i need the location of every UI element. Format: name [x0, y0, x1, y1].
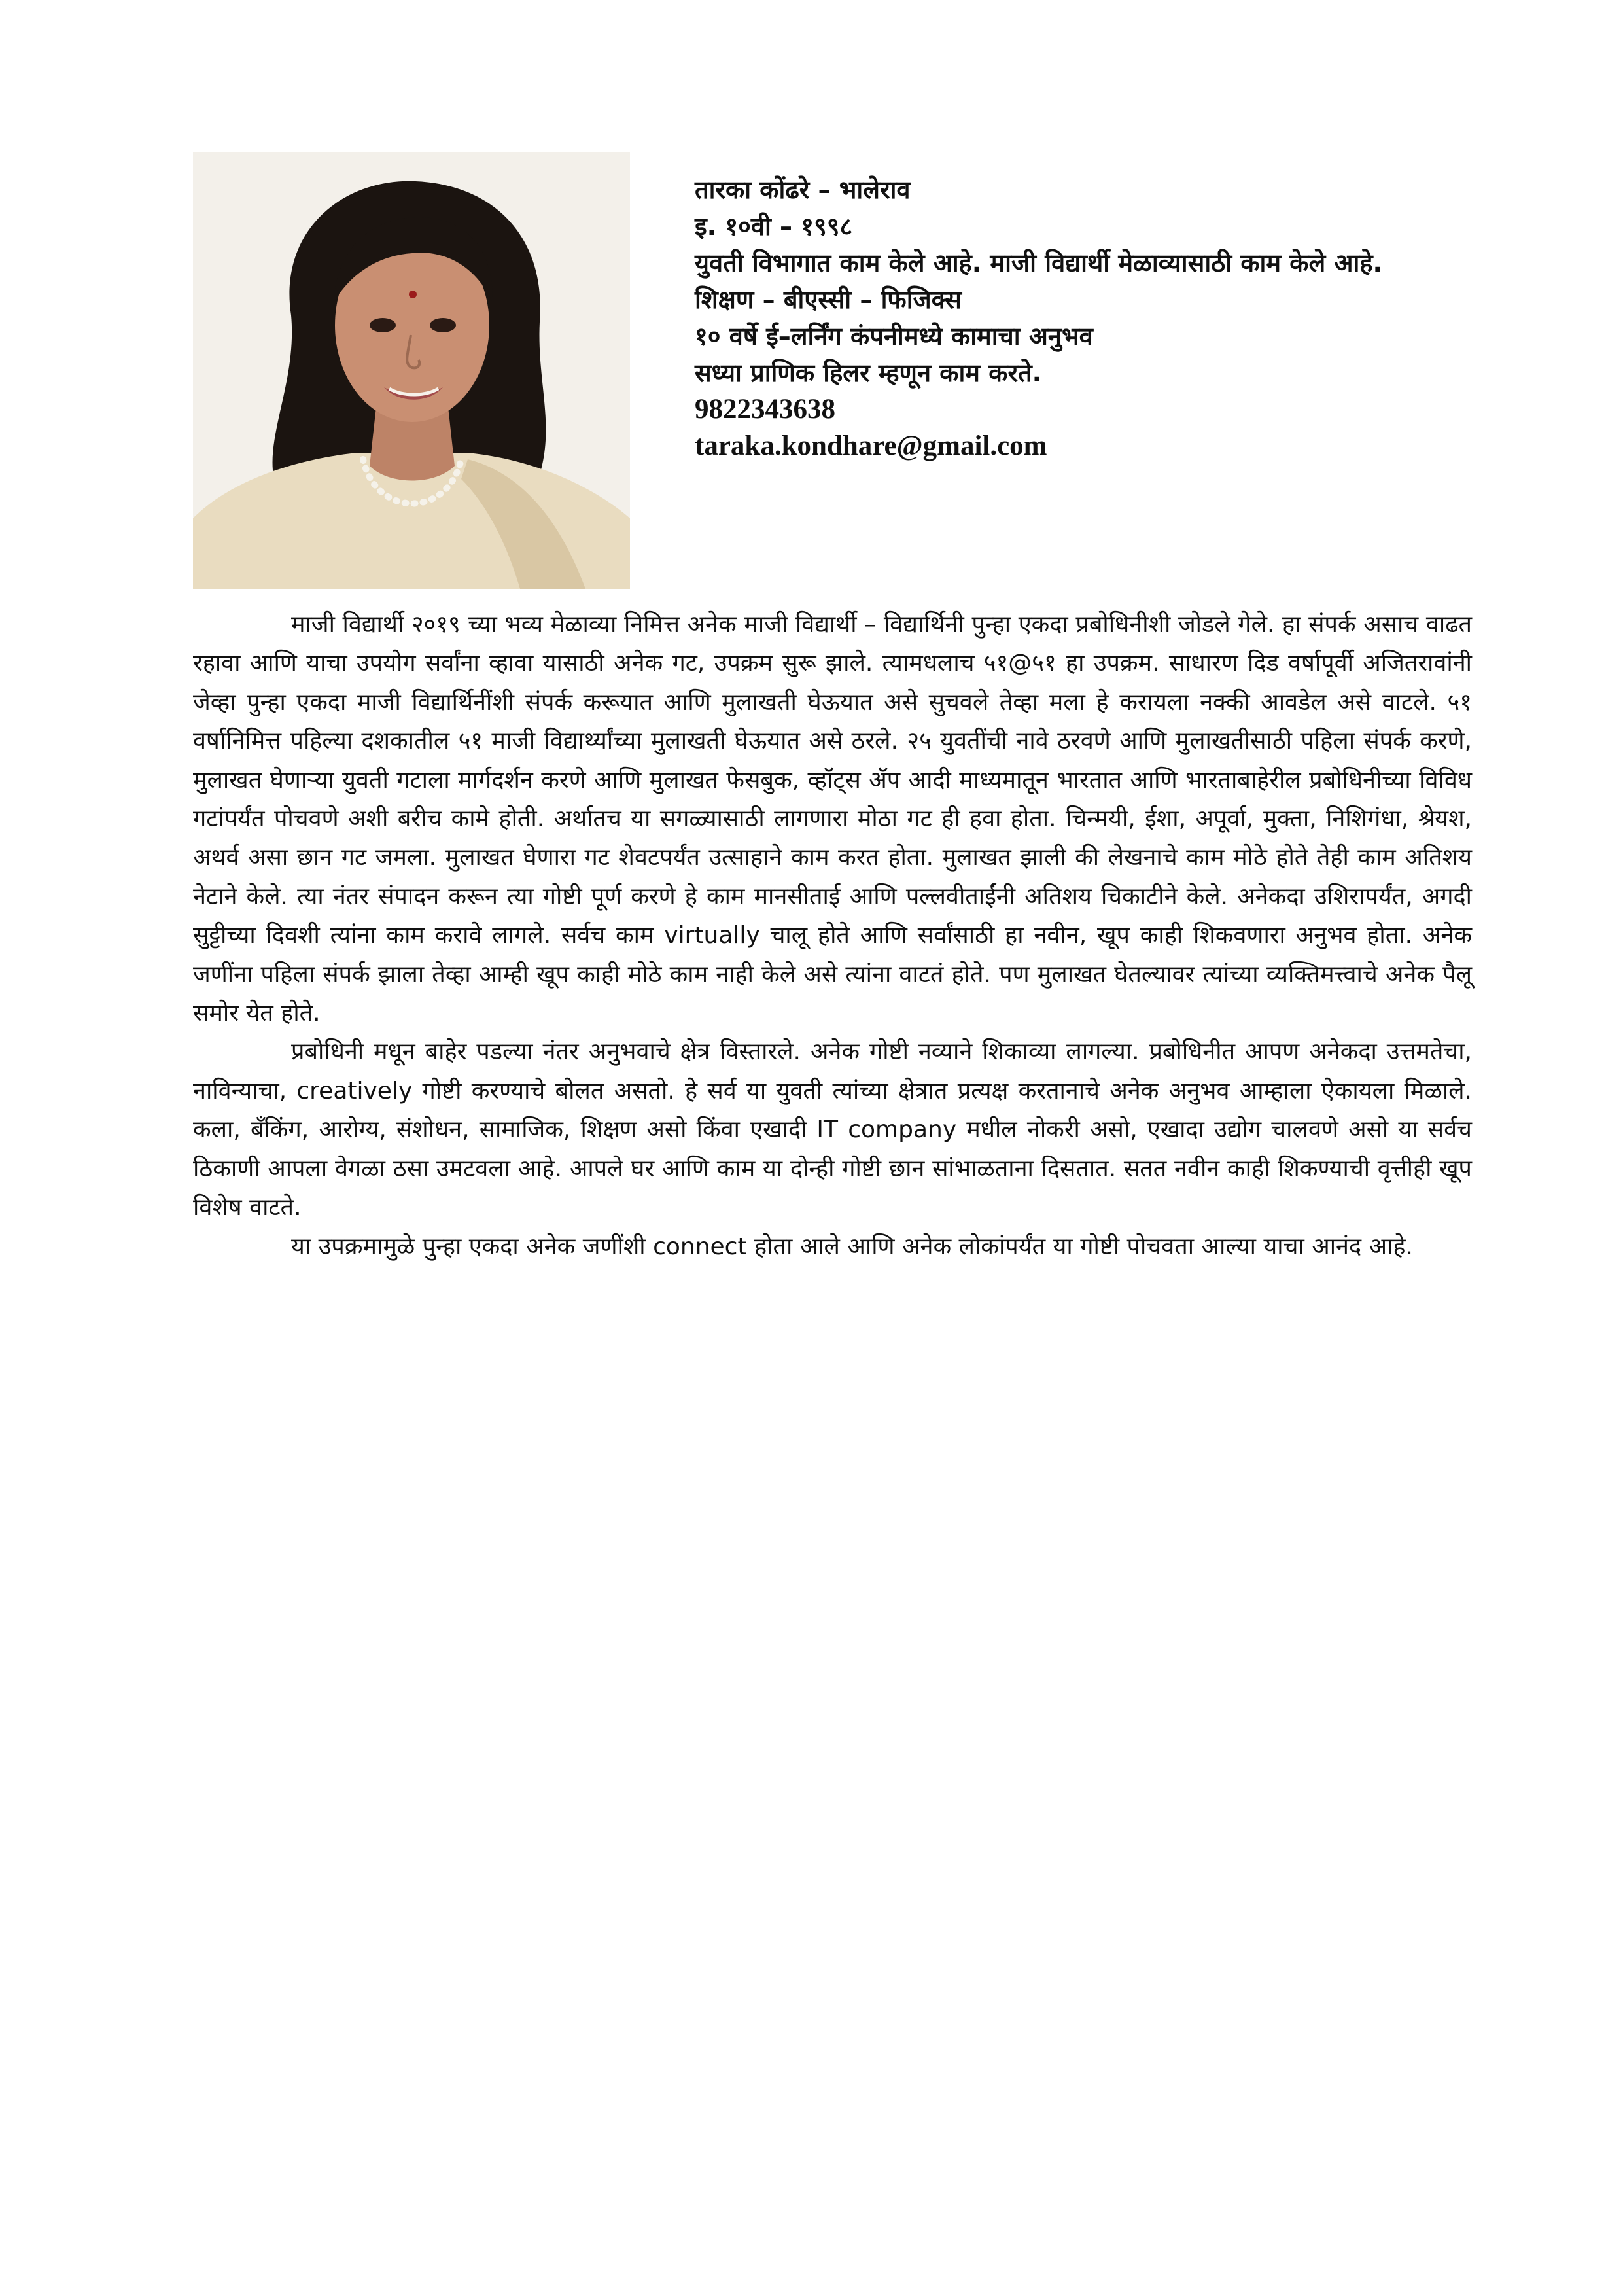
- profile-experience: १० वर्षे ई–लर्निंग कंपनीमध्ये कामाचा अनुभव: [695, 322, 1093, 351]
- profile-work-description: युवती विभागात काम केले आहे. माजी विद्यार्थी मेळाव्यासाठी काम केले आहे.: [695, 249, 1382, 277]
- paragraph: माजी विद्यार्थी २०१९ च्या भव्य मेळाव्या निमित्त अनेक माजी विद्यार्थी – विद्यार्थिनी पुन्हा एकदा प्रबोधिनीशी जोडले गेले. हा संपर्क असाच वाढत रहावा आणि याचा उपयोग सर्वांना व्हावा यासाठी अनेक गट, उपक्रम सुरू झाले. त्यामधलाच ५१@५१ हा उपक्रम. साधारण दिड वर्षापूर्वी अजितरावांनी जेव्हा पुन्हा एकदा माजी विद्यार्थिनींशी संपर्क करूयात आणि मुलाखती घेऊयात असे सुचवले तेव्हा मला हे करायला नक्की आवडेल असे वाटले. ५१ वर्षानिमित्त पहिल्या दशकातील ५१ माजी विद्यार्थ्यांच्या मुलाखती घेऊयात असे ठरले. २५ युवतींची नावे ठरवणे आणि मुलाखतीसाठी पहिला संपर्क करणे, मुलाखत घेणाऱ्या युवती गटाला मार्गदर्शन करणे आणि मुलाखत फेसबुक, व्हॉट्स ॲप आदी माध्यमातून भारतात आणि भारताबाहेरील प्रबोधिनीच्या विविध गटांपर्यंत पोचवणे अशी बरीच कामे होती. अर्थातच या सगळ्यासाठी लागणारा मोठा गट ही हवा होता. चिन्मयी, ईशा, अपूर्वा, मुक्ता, निशिगंधा, श्रेयश, अथर्व असा छान गट जमला. मुलाखत घेणारा गट शेवटपर्यंत उत्साहाने काम करत होता. मुलाखत झाली की लेखनाचे काम मोठे होते तेही काम अतिशय नेटाने केले. त्या नंतर संपादन करून त्या गोष्टी पूर्ण करणे हे काम मानसीताई आणि पल्लवीताईंनी अतिशय चिकाटीने केले. अनेकदा उशिरापर्यंत, अगदी सुट्टीच्या दिवशी त्यांना काम करावे लागले. सर्वच काम virtually चालू होते आणि सर्वांसाठी हा नवीन, खूप काही शिकवणारा अनुभव होता. अनेक जणींना पहिला संपर्क झाला तेव्हा आम्ही खूप काही मोठे काम नाही केले असे त्यांना वाटतं होते. पण मुलाखत घेतल्यावर त्यांच्या व्यक्तिमत्त्वाचे अनेक पैलू समोर येत होते.: [193, 611, 1472, 1027]
- profile-batch: इ. १०वी – १९९८: [695, 212, 853, 241]
- profile-education: शिक्षण – बीएस्सी – फिजिक्स: [695, 285, 962, 314]
- profile-current-work: सध्या प्राणिक हिलर म्हणून काम करते.: [695, 359, 1042, 387]
- profile-name: तारका कोंढरे – भालेराव: [695, 175, 911, 204]
- profile-email: taraka.kondhare@gmail.com: [695, 431, 1047, 461]
- profile-info: [695, 171, 1480, 465]
- portrait-photo-icon: [193, 152, 630, 589]
- article-body: [193, 605, 1472, 1266]
- profile-phone: 9822343638: [695, 394, 835, 425]
- paragraph: या उपक्रमामुळे पुन्हा एकदा अनेक जणींशी connect होता आले आणि अनेक लोकांपर्यंत या गोष्टी पोचवता आल्या याचा आनंद आहे.: [291, 1233, 1413, 1260]
- portrait-photo: [193, 152, 630, 589]
- paragraph: प्रबोधिनी मधून बाहेर पडल्या नंतर अनुभवाचे क्षेत्र विस्तारले. अनेक गोष्टी नव्याने शिकाव्या लागल्या. प्रबोधिनीत आपण अनेकदा उत्तमतेचा, नाविन्याचा, creatively गोष्टी करण्याचे बोलत असतो. हे सर्व या युवती त्यांच्या क्षेत्रात प्रत्यक्ष करतानाचे अनेक अनुभव आम्हाला ऐकायला मिळाले. कला, बँकिंग, आरोग्य, संशोधन, सामाजिक, शिक्षण असो किंवा एखादी IT company मधील नोकरी असो, एखादा उद्योग चालवणे असो या सर्वच ठिकाणी आपला वेगळा ठसा उमटवला आहे. आपले घर आणि काम या दोन्ही गोष्टी छान सांभाळताना दिसतात. सतत नवीन काही शिकण्याची वृत्तीही खूप विशेष वाटते.: [193, 1038, 1472, 1222]
